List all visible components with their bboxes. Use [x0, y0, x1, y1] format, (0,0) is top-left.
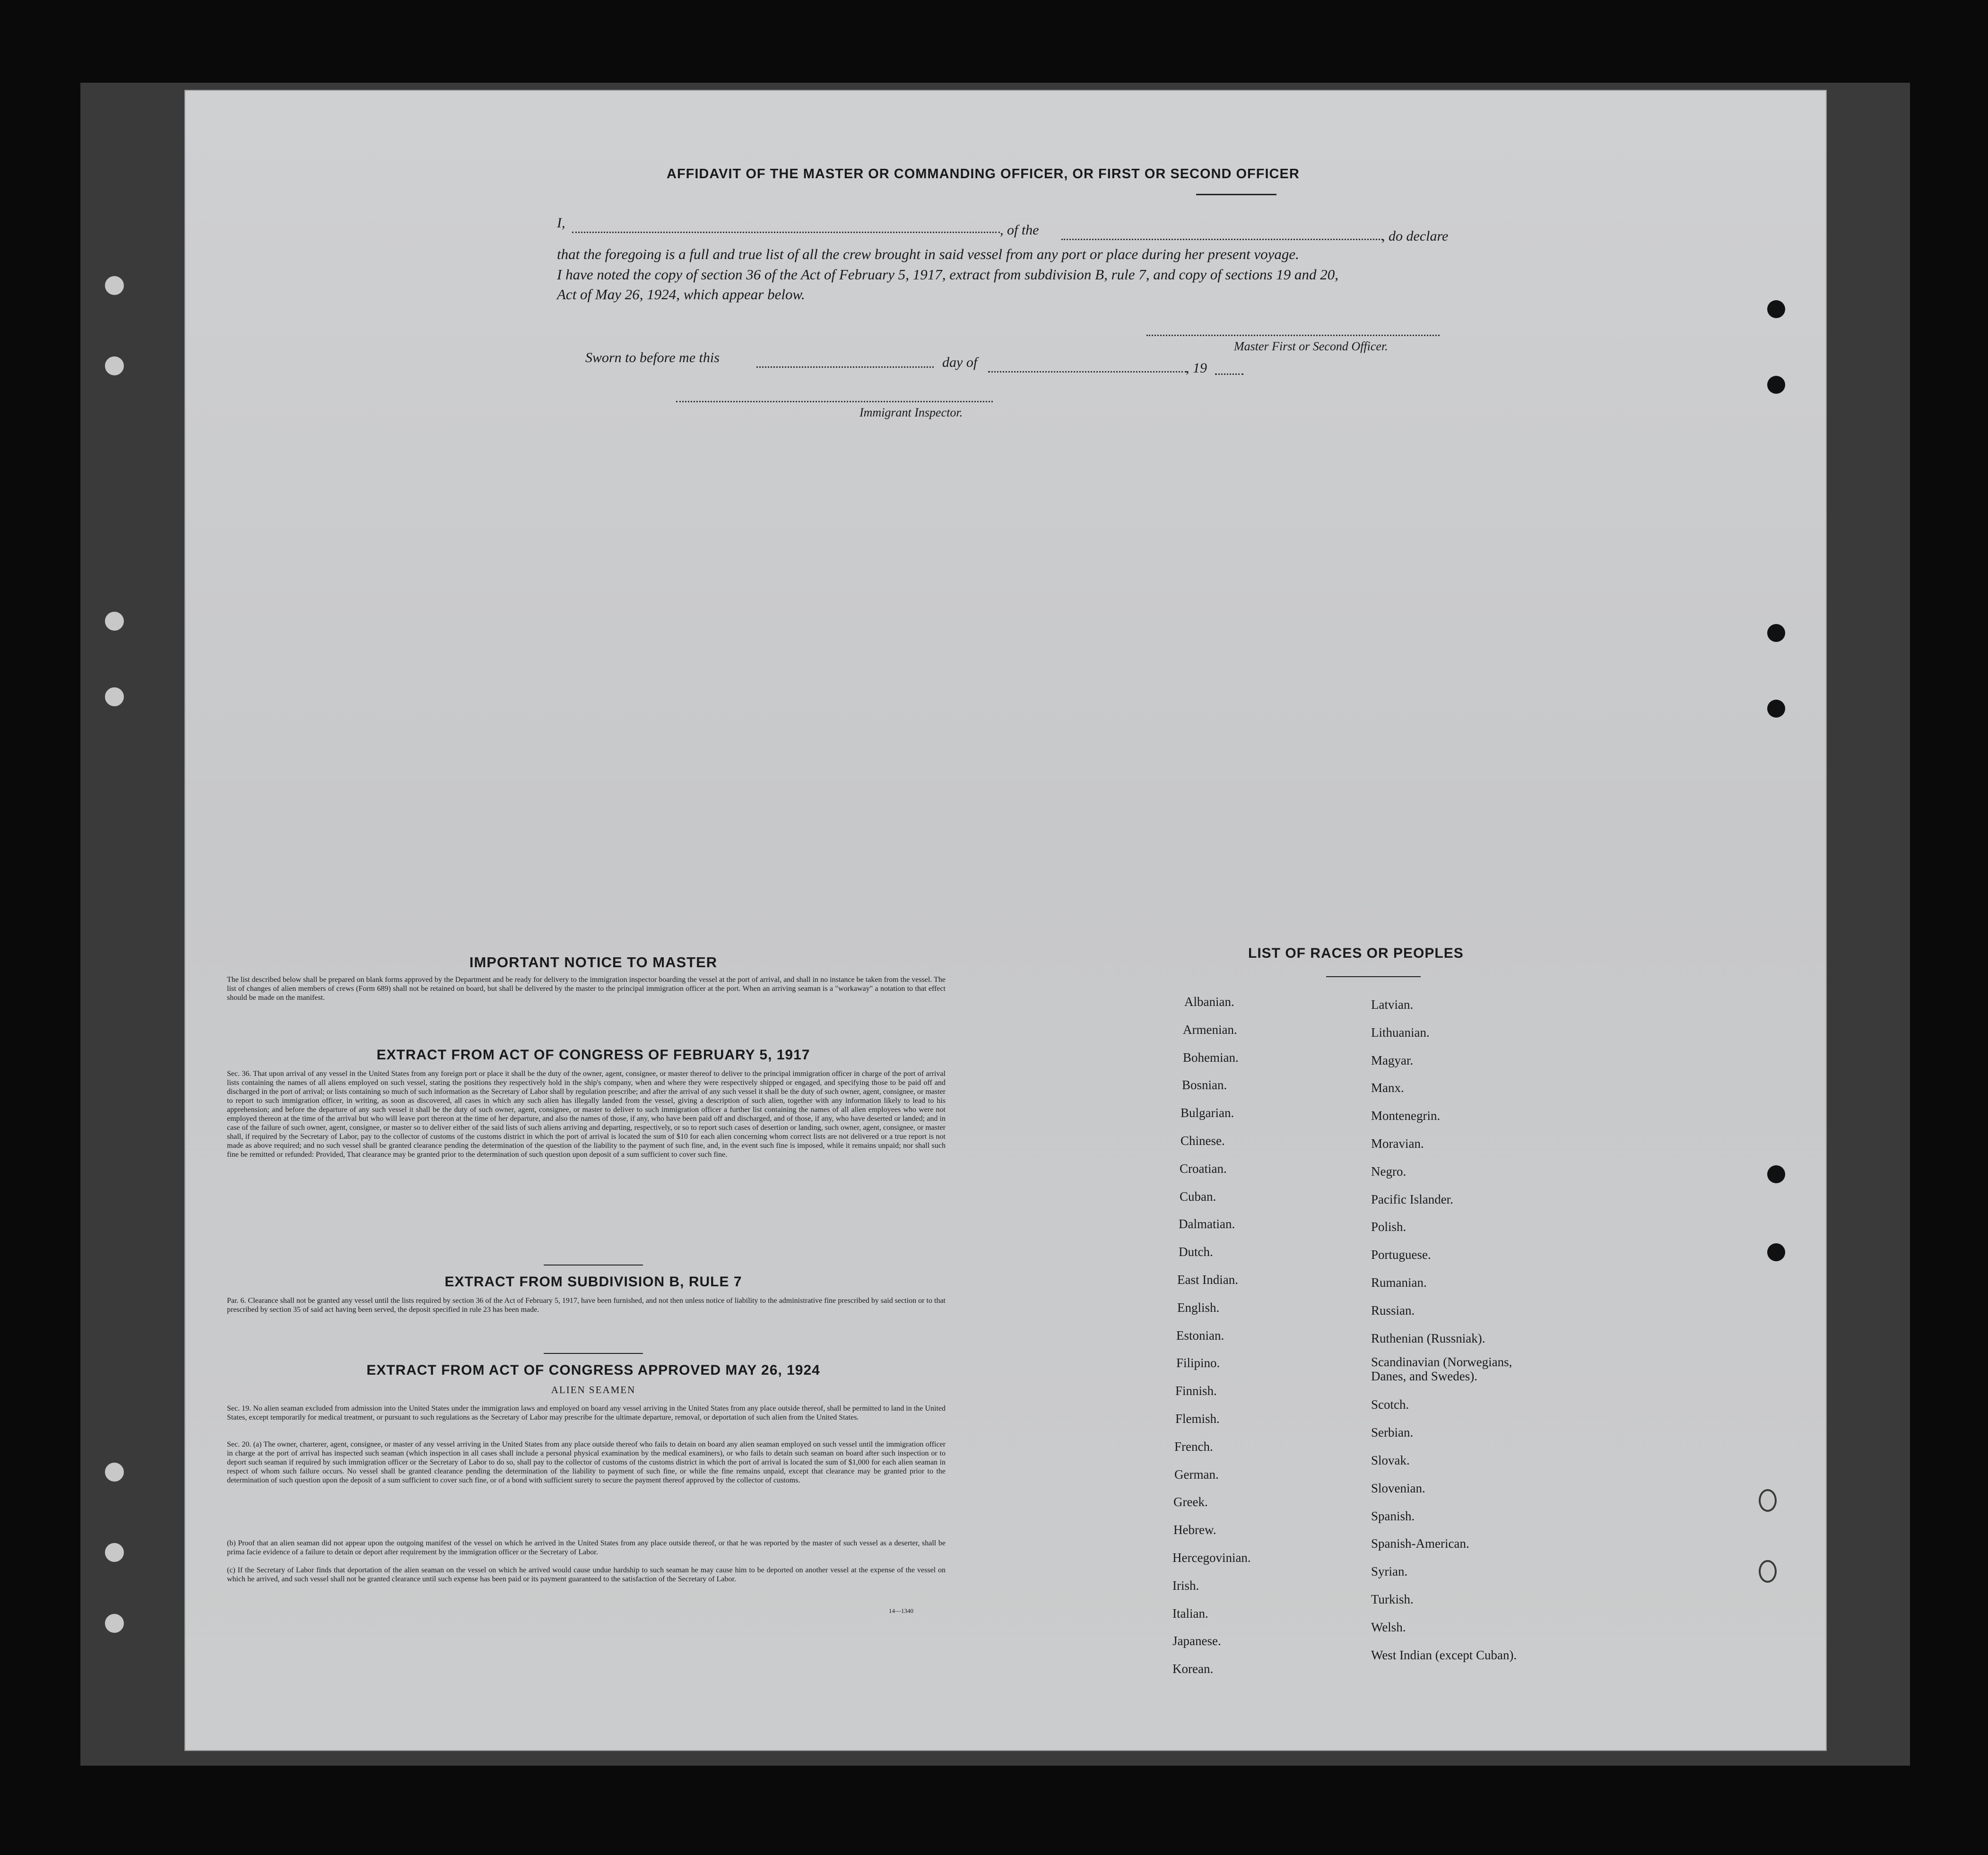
declaration-line-1: that the foregoing is a full and true list of all the crew brought in said vessel from any port or place during her present voyage.	[557, 246, 1299, 262]
race-item: French.	[1174, 1439, 1213, 1454]
race-item: Spanish.	[1371, 1508, 1415, 1523]
binder-hole	[103, 1461, 126, 1483]
race-item: Italian.	[1172, 1606, 1208, 1621]
of-the-label: , of the	[1000, 222, 1039, 238]
binder-hole	[1759, 1489, 1777, 1512]
race-item: Pacific Islander.	[1371, 1192, 1453, 1206]
punch-hole	[1767, 624, 1785, 642]
section-19-text: Sec. 19. No alien seaman excluded from admission into the United States under the immigration laws and employed on board any vessel arriving in the United States from any place outside thereof, shall be permitted to land in the United States, except temporarily for medical treatment, or pursuant to such regulations as the Secretary of Labor may prescribe for the ultimate departure, removal, or deportation of such alien from the United States.	[227, 1404, 946, 1422]
race-item: Scotch.	[1371, 1397, 1409, 1412]
race-item: Korean.	[1172, 1662, 1214, 1676]
race-item: Albanian.	[1184, 995, 1234, 1009]
race-item: Dalmatian.	[1179, 1217, 1235, 1231]
race-item: Greek.	[1173, 1495, 1208, 1509]
form-number: 14—1340	[889, 1607, 913, 1614]
race-item: Bohemian.	[1183, 1050, 1239, 1065]
binder-hole	[1759, 1560, 1777, 1583]
section-20b-text: (b) Proof that an alien seaman did not appear upon the outgoing manifest of the vessel on which he arrived in the United States from any place outside thereof, or that he was reported by the master of such vessel as a deserter, shall be prima facie evidence of a failure to detain or deport after requirement by the immigration officer or the Secretary of Labor.	[227, 1539, 946, 1556]
race-item: Spanish-American.	[1371, 1536, 1469, 1551]
notice-text: The list described below shall be prepared on blank forms approved by the Department and be ready for delivery to the immigration inspector boarding the vessel at the port of arrival, and shall in no instance be taken from the vessel. The list of changes of alien members of crews (Form 689) shall not be retained on board, but shall be delivered by the master to the principal immigration officer at the port. When an arriving seaman is a "workaway" a notation to that effect should be made on the manifest.	[227, 976, 946, 1002]
race-item: English.	[1177, 1300, 1220, 1315]
extract-1917-title: EXTRACT FROM ACT OF CONGRESS OF FEBRUARY 5, 1917	[376, 1047, 810, 1063]
binder-hole	[103, 1612, 126, 1635]
subdivision-b-text: Par. 6. Clearance shall not be granted any vessel until the lists required by section 36 of the Act of February 5, 1917, have been furnished, and not then unless notice of liability to the administrative fine prescribed by said section or to that prescribed by section 35 of said act having been served, the deposit specified in rule 23 has been made.	[227, 1297, 946, 1314]
race-item: Lithuanian.	[1371, 1025, 1430, 1040]
race-item: Slovak.	[1371, 1453, 1410, 1467]
race-item: Scandinavian (Norwegians, Danes, and Swedes).	[1371, 1355, 1512, 1384]
sworn-label: Sworn to before me this	[585, 350, 720, 365]
declaration-line-3: Act of May 26, 1924, which appear below.	[557, 286, 805, 303]
race-item: Bosnian.	[1182, 1078, 1227, 1092]
race-item: Polish.	[1371, 1220, 1406, 1234]
race-item: Serbian.	[1371, 1425, 1414, 1440]
race-item: Slovenian.	[1371, 1481, 1425, 1495]
binder-hole	[103, 355, 126, 377]
race-item: Moravian.	[1371, 1136, 1424, 1151]
race-item: East Indian.	[1177, 1272, 1238, 1287]
extract-1924-title: EXTRACT FROM ACT OF CONGRESS APPROVED MAY 26, 1924	[366, 1362, 820, 1378]
race-item: Dutch.	[1179, 1245, 1213, 1259]
race-item: Turkish.	[1371, 1592, 1414, 1606]
section-20a-text: Sec. 20. (a) The owner, charterer, agent, consignee, or master of any vessel arriving in the United States from any place outside thereof who fails to detain on board any alien seaman employed on such vessel until the immigration officer in charge at the port of arrival has inspected such seaman (which inspection in all cases shall include a personal physical examination by the medical examiners), or who fails to detain such seaman on board after such inspection or to deport such seaman if required by such immigration officer or the Secretary of Labor to do so, shall pay to the collector of customs of the customs district in which the port of arrival is located the sum of $1,000 for each alien seaman in respect of whom such failure occurs. No vessel shall be granted clearance pending the determination of the liability to payment of such fine, or while the fine remains unpaid, except that clearance may be granted prior to the determination of such question upon the deposit of a sum sufficient to cover such fine, or of a bond with sufficient surety to secure the payment thereof approved by the collector of customs.	[227, 1440, 946, 1484]
section-20c-text: (c) If the Secretary of Labor finds that deportation of the alien seaman on the vessel on which he arrived would cause undue hardship to such seaman he may cause him to be deported on another vessel at the expense of the vessel on which he arrived, and such vessel shall not be granted clearance until such expense has been paid or its payment guaranteed to the satisfaction of the Secretary of Labor.	[227, 1566, 946, 1583]
affidavit-title: AFFIDAVIT OF THE MASTER OR COMMANDING OFFICER, OR FIRST OR SECOND OFFICER	[667, 166, 1300, 182]
race-item: Negro.	[1371, 1164, 1406, 1179]
year-label: , 19	[1186, 360, 1207, 376]
race-item: Magyar.	[1371, 1053, 1414, 1067]
notice-title: IMPORTANT NOTICE TO MASTER	[469, 954, 718, 971]
section-rule	[544, 1353, 643, 1354]
race-item: German.	[1174, 1467, 1219, 1482]
race-item: Finnish.	[1175, 1384, 1217, 1398]
vessel-name-line	[1061, 239, 1383, 240]
race-item: Chinese.	[1181, 1133, 1225, 1148]
inspector-label: Immigrant Inspector.	[859, 406, 963, 419]
extract-1917-text: Sec. 36. That upon arrival of any vessel in the United States from any foreign port or place it shall be the duty of the owner, agent, consignee, or master thereof to deliver to the principal immigration officer in charge of the port of arrival lists containing the names of all aliens employed on such vessel, stating the positions they respectively hold in the ship's company, when and where they were respectively shipped or engaged, and specifying those to be paid off and discharged in the port of arrival; or lists containing so much of such information as the Secretary of Labor shall by regulation prescribe; and after the arrival of any such vessel it shall be the duty of such owner, agent, consignee, or master to report to such immigration officer, in writing, as soon as discovered, all cases in which any such alien has illegally landed from the vessel, giving a description of such alien, together with any information likely to lead to his apprehension; and before the departure of any such vessel it shall be the duty of such owner, agent, consignee, or master to deliver to such immigration officer a further list containing the names of all alien employees who were not employed thereon at the time of the arrival but who will leave port thereon at the time of her departure, and also the names of those, if any, who have been paid off and discharged, and of those, if any, who have deserted or landed; and in case of the failure of such owner, agent, consignee, or master so to deliver either of the said lists of such aliens arriving and departing, respectively, or so to report such cases of desertion or landing, such owner, agent, consignee, or master shall, if required by the Secretary of Labor, pay to the collector of customs of the customs district in which the port of arrival is located the sum of $10 for each alien concerning whom correct lists are not delivered or a true report is not made as above required; and no such vessel shall be granted clearance pending the determination of the question of the liability to the payment of such fine, and, in the event such fine is imposed, while it remains unpaid; nor shall such fine be remitted or refunded: Provided, That clearance may be granted prior to the determination of such question upon deposit of a sum sufficient to cover such fine.	[227, 1070, 946, 1159]
races-title: LIST OF RACES OR PEOPLES	[1248, 945, 1464, 961]
race-item: Russian.	[1371, 1303, 1415, 1318]
race-item: Irish.	[1172, 1578, 1199, 1593]
binder-hole	[103, 610, 126, 633]
race-item: Hebrew.	[1173, 1523, 1216, 1537]
declare-label: , do declare	[1381, 228, 1449, 244]
affiant-prefix: I,	[557, 215, 565, 231]
race-item: Cuban.	[1180, 1189, 1216, 1204]
declaration-line-2: I have noted the copy of section 36 of the Act of February 5, 1917, extract from subdivision B, rule 7, and copy of sections 19 and 20,	[557, 266, 1339, 283]
punch-hole	[1767, 376, 1785, 394]
race-item: Flemish.	[1175, 1411, 1220, 1426]
races-left-column	[1172, 988, 1371, 1683]
document-page	[184, 90, 1827, 1751]
punch-hole	[1767, 700, 1785, 718]
year-line	[1215, 373, 1243, 375]
subdivision-b-title: EXTRACT FROM SUBDIVISION B, RULE 7	[444, 1274, 742, 1290]
punch-hole	[1767, 1165, 1785, 1183]
race-item: West Indian (except Cuban).	[1371, 1647, 1517, 1662]
race-item: Estonian.	[1176, 1328, 1224, 1343]
alien-seamen-subtitle: ALIEN SEAMEN	[551, 1384, 636, 1396]
race-item: Armenian.	[1183, 1022, 1237, 1037]
sworn-date-line	[756, 366, 934, 368]
master-signature-label: Master First or Second Officer.	[1234, 339, 1388, 353]
race-item: Manx.	[1371, 1081, 1404, 1095]
sworn-month-line	[988, 371, 1187, 373]
race-item: Montenegrin.	[1371, 1109, 1441, 1123]
race-item: Filipino.	[1176, 1356, 1220, 1370]
races-right-column	[1371, 991, 1570, 1669]
race-item: Rumanian.	[1371, 1275, 1427, 1290]
race-item: Croatian.	[1180, 1161, 1227, 1176]
affiant-name-line	[572, 232, 1000, 233]
title-rule	[1196, 194, 1276, 195]
day-of-label: day of	[942, 355, 978, 370]
race-item: Hercegovinian.	[1172, 1550, 1251, 1565]
race-item: Latvian.	[1371, 997, 1414, 1012]
binder-hole	[103, 1541, 126, 1564]
race-item: Japanese.	[1172, 1634, 1221, 1648]
race-item: Ruthenian (Russniak).	[1371, 1331, 1485, 1345]
section-rule	[544, 1265, 643, 1266]
races-title-rule	[1326, 976, 1421, 977]
inspector-signature-line	[676, 401, 993, 402]
binder-hole	[103, 274, 126, 297]
binder-hole	[103, 685, 126, 708]
race-item: Welsh.	[1371, 1620, 1406, 1634]
master-signature-line	[1146, 335, 1440, 336]
race-item: Syrian.	[1371, 1564, 1408, 1579]
punch-hole	[1767, 300, 1785, 318]
punch-hole	[1767, 1243, 1785, 1261]
race-item: Portuguese.	[1371, 1248, 1431, 1262]
race-item: Bulgarian.	[1181, 1106, 1234, 1120]
